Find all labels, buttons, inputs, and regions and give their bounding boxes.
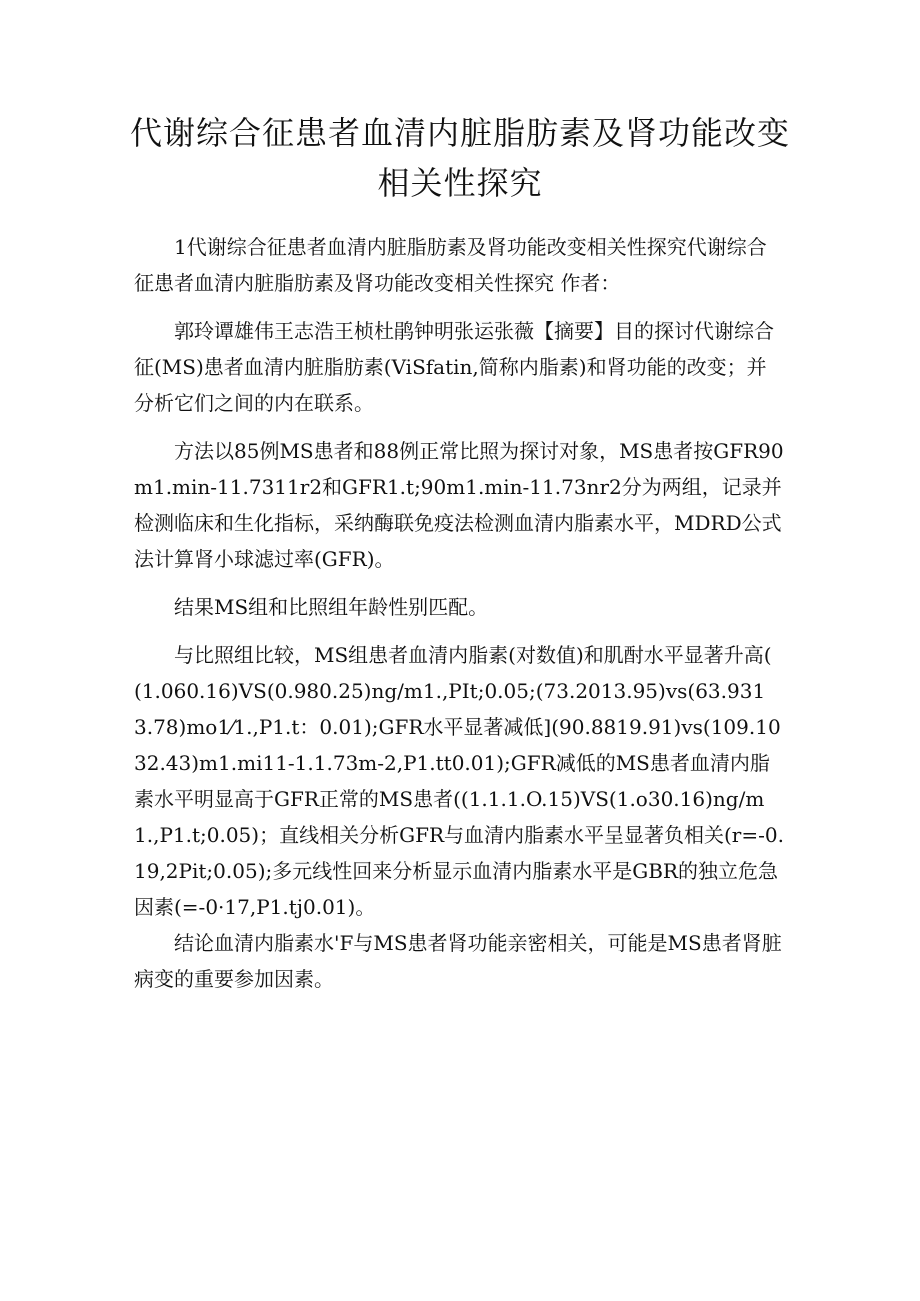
paragraph-abstract-objective: 郭玲谭雄伟王志浩王桢杜鹃钟明张运张薇【摘要】目的探讨代谢综合征(MS)患者血清内脏脂肪素(ViSfatin,简称内脂素)和肾功能的改变；并分析它们之间的内在联系。 bbox=[134, 319, 774, 415]
document-title: 代谢综合征患者血清内脏脂肪素及肾功能改变相关性探究 bbox=[130, 114, 791, 202]
paragraph-conclusion: 结论血清内脂素水'F与MS患者肾功能亲密相关，可能是MS患者肾脏病变的重要参加因素。 bbox=[134, 931, 782, 991]
paragraph-results-detail: 与比照组比较，MS组患者血清内脂素(对数值)和肌酎水平显著升高( (1.060.16)VS(0.980.25)ng/m1.,PIt;0.05;(73.2013.95)vs(63.9313.78)mo1⁄1.,P1.t：0.01);GFR水平显著减低](90.8819.91)vs(109.1032.43)m1.mi11-1.1.73m-2,P1.tt0.01);GFR减低的MS患者血清内脂素水平明显高于GFR正常的MS患者((1.1.1.O.15)VS(1.o30.16)ng/m1.,P1.t;0.05)；直线相关分析GFR与血清内脂素水平呈显著负相关(r=-0.19,2Pit;0.05);多元线性回来分析显示血清内脂素水平是GBR的独立危急因素(=-0·17,P1.tj0.01)。 bbox=[134, 643, 784, 919]
document-body bbox=[134, 229, 784, 1009]
paragraph-methods: 方法以85例MS患者和88例正常比照为探讨对象，MS患者按GFR90m1.min-11.7311r2和GFR1.t;90m1.min-11.73nr2分为两组，记录并检测临床和生化指标，采纳酶联免疫法检测血清内脂素水平，MDRD公式法计算肾小球滤过率(GFR)。 bbox=[134, 439, 784, 571]
paragraph-results-match: 结果MS组和比照组年龄性别匹配。 bbox=[174, 595, 489, 619]
paragraph-intro: 1代谢综合征患者血清内脏脂肪素及肾功能改变相关性探究代谢综合征患者血清内脏脂肪素及肾功能改变相关性探究 作者： bbox=[134, 235, 767, 295]
